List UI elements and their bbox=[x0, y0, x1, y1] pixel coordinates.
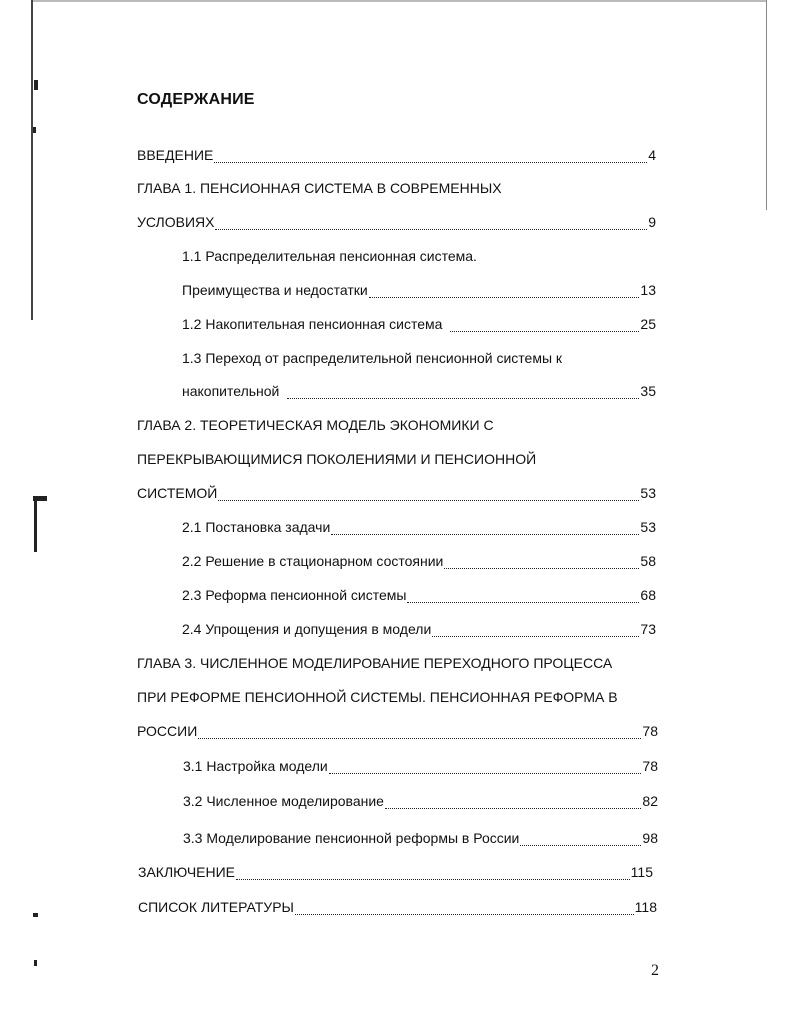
toc-entry-text: РОССИИ bbox=[137, 723, 198, 739]
toc-section-1-3-title[interactable]: 1.3 Переход от распределительной пенсионной системы к bbox=[182, 350, 563, 366]
toc-entry-conclusion[interactable] bbox=[138, 862, 653, 882]
toc-chapter-3-title-line-2[interactable]: ПРИ РЕФОРМЕ ПЕНСИОННОЙ СИСТЕМЫ. ПЕНСИОННАЯ РЕФОРМА В bbox=[137, 689, 618, 705]
scan-right-edge bbox=[766, 0, 767, 210]
scan-speck bbox=[33, 913, 38, 917]
toc-entry-text: 3.1 Настройка модели bbox=[183, 758, 328, 774]
toc-entry-page: 9 bbox=[648, 214, 656, 230]
toc-entry-text: накопительной bbox=[182, 383, 280, 399]
toc-entry-section-2-1[interactable] bbox=[182, 517, 656, 537]
toc-leader-dots bbox=[295, 904, 634, 915]
toc-entry-page: 78 bbox=[642, 758, 658, 774]
scan-top-edge bbox=[31, 0, 767, 2]
toc-leader-dots bbox=[329, 763, 642, 774]
toc-entry-chapter-1[interactable] bbox=[137, 212, 656, 232]
toc-entry-section-1-2[interactable] bbox=[182, 314, 656, 334]
toc-entry-section-2-4[interactable] bbox=[182, 619, 656, 639]
toc-entry-text: 2.4 Упрощения и допущения в модели bbox=[182, 621, 432, 637]
page-number: 2 bbox=[651, 962, 659, 979]
toc-entry-page: 4 bbox=[648, 147, 656, 163]
toc-entry-text: 2.3 Реформа пенсионной системы bbox=[182, 587, 407, 603]
toc-leader-dots bbox=[287, 388, 639, 399]
toc-entry-text: СПИСОК ЛИТЕРАТУРЫ bbox=[138, 899, 294, 915]
scan-speck bbox=[33, 127, 36, 133]
toc-entry-page: 58 bbox=[640, 553, 656, 569]
toc-entry-page: 82 bbox=[642, 793, 658, 809]
toc-entry-page: 73 bbox=[640, 621, 656, 637]
scan-speck bbox=[34, 500, 37, 552]
toc-entry-text: 3.3 Моделирование пенсионной реформы в России bbox=[183, 830, 520, 846]
toc-leader-dots bbox=[444, 558, 639, 569]
toc-entry-introduction[interactable] bbox=[137, 145, 656, 165]
toc-leader-dots bbox=[385, 798, 641, 809]
toc-leader-dots bbox=[236, 869, 630, 880]
scan-left-edge bbox=[31, 0, 33, 320]
toc-entry-section-3-1[interactable] bbox=[183, 756, 658, 776]
toc-entry-page: 98 bbox=[642, 830, 658, 846]
toc-entry-section-1-3[interactable] bbox=[182, 381, 656, 401]
toc-entry-page: 35 bbox=[640, 383, 656, 399]
toc-entry-references[interactable] bbox=[138, 897, 657, 917]
toc-entry-section-2-3[interactable] bbox=[182, 585, 656, 605]
toc-entry-text: Преимущества и недостатки bbox=[182, 282, 368, 298]
toc-entry-page: 115 bbox=[630, 864, 653, 880]
toc-chapter-2-title-line-2[interactable]: ПЕРЕКРЫВАЮЩИМИСЯ ПОКОЛЕНИЯМИ И ПЕНСИОННОЙ bbox=[137, 451, 537, 467]
toc-entry-section-1-1[interactable] bbox=[182, 280, 656, 300]
toc-leader-dots bbox=[369, 287, 640, 298]
toc-entry-section-3-2[interactable] bbox=[183, 791, 658, 811]
toc-entry-page: 25 bbox=[640, 316, 656, 332]
toc-entry-page: 118 bbox=[634, 899, 657, 915]
toc-entry-text: СИСТЕМОЙ bbox=[137, 485, 218, 501]
toc-entry-text: 2.2 Решение в стационарном состоянии bbox=[182, 553, 444, 569]
toc-leader-dots bbox=[218, 490, 639, 501]
toc-entry-text: 1.2 Накопительная пенсионная система bbox=[182, 316, 443, 332]
toc-entry-text: УСЛОВИЯХ bbox=[137, 214, 215, 230]
toc-leader-dots bbox=[198, 728, 641, 739]
toc-entry-page: 13 bbox=[640, 282, 656, 298]
toc-entry-text: ЗАКЛЮЧЕНИЕ bbox=[138, 864, 235, 880]
toc-entry-page: 53 bbox=[640, 485, 656, 501]
toc-leader-dots bbox=[520, 835, 641, 846]
toc-entry-section-2-2[interactable] bbox=[182, 551, 656, 571]
toc-entry-chapter-3[interactable] bbox=[137, 721, 658, 741]
toc-entry-page: 53 bbox=[640, 519, 656, 535]
toc-entry-page: 78 bbox=[642, 723, 658, 739]
toc-entry-chapter-2[interactable] bbox=[137, 483, 656, 503]
toc-section-1-1-title[interactable]: 1.1 Распределительная пенсионная система. bbox=[182, 248, 477, 264]
toc-leader-dots bbox=[407, 592, 639, 603]
toc-chapter-1-title[interactable]: ГЛАВА 1. ПЕНСИОННАЯ СИСТЕМА В СОВРЕМЕННЫХ bbox=[137, 180, 502, 196]
toc-entry-text: ВВЕДЕНИЕ bbox=[137, 147, 214, 163]
toc-entry-text: 3.2 Численное моделирование bbox=[183, 793, 384, 809]
toc-chapter-3-title-line-1[interactable]: ГЛАВА 3. ЧИСЛЕННОЕ МОДЕЛИРОВАНИЕ ПЕРЕХОДНОГО ПРОЦЕССА bbox=[137, 655, 613, 671]
toc-entry-text: 2.1 Постановка задачи bbox=[182, 519, 331, 535]
toc-leader-dots bbox=[450, 321, 639, 332]
toc-chapter-2-title-line-1[interactable]: ГЛАВА 2. ТЕОРЕТИЧЕСКАЯ МОДЕЛЬ ЭКОНОМИКИ С bbox=[137, 417, 494, 433]
toc-entry-section-3-3[interactable] bbox=[183, 828, 658, 848]
scan-speck bbox=[34, 80, 38, 90]
toc-leader-dots bbox=[331, 524, 639, 535]
toc-leader-dots bbox=[215, 219, 647, 230]
toc-entry-page: 68 bbox=[640, 587, 656, 603]
toc-leader-dots bbox=[214, 152, 647, 163]
scan-speck bbox=[34, 960, 37, 966]
toc-leader-dots bbox=[432, 626, 639, 637]
toc-title: СОДЕРЖАНИЕ bbox=[137, 91, 255, 108]
